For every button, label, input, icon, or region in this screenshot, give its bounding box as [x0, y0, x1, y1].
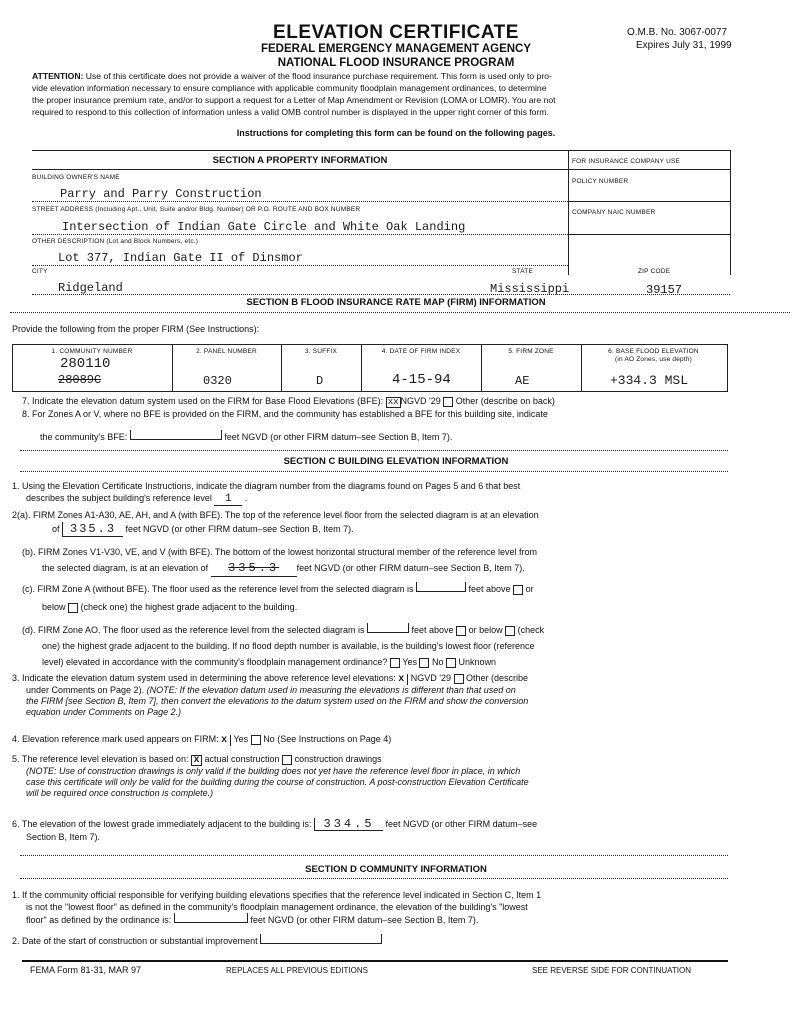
- section-a-top-rule: [32, 150, 730, 151]
- lowest-floor-elevation-field[interactable]: [174, 913, 248, 923]
- datum-ngvd-checkbox[interactable]: x: [398, 674, 408, 685]
- c-item-6-text: 6. The elevation of the lowest grade immediately adjacent to the building is:: [12, 819, 312, 829]
- section-a-right-border: [730, 150, 731, 275]
- d-item-2-text: 2. Date of the start of construction or substantial improvement: [12, 936, 258, 946]
- c-item-2d-above: feet above: [411, 625, 454, 635]
- policy-rule: [568, 201, 730, 202]
- c-item-5-text: 5. The reference level elevation is based on:: [12, 754, 189, 764]
- footer-rule: [22, 960, 728, 962]
- c-item-3-note-1: (NOTE: If the elevation datum used in measuring the elevations is different than that used on: [146, 685, 516, 695]
- naic-rule: [568, 234, 730, 235]
- other-datum-label: Other (describe on back): [455, 396, 555, 406]
- c-item-3: [12, 673, 528, 718]
- reference-mark-yes-label: Yes: [233, 734, 249, 744]
- c-item-2c: [22, 580, 534, 616]
- actual-construction-checkbox[interactable]: x: [191, 755, 202, 766]
- ordinance-no-label: No: [432, 657, 444, 667]
- panel-number-label: 2. PANEL NUMBER: [196, 348, 257, 355]
- c-item-5-note-2: case this certificate will only be valid for the building during the course of construction. A post-construction Elevation Certificate: [26, 777, 529, 787]
- c-item-2a: [12, 508, 539, 537]
- attention-label: ATTENTION:: [32, 71, 84, 81]
- c-item-3-note-2: the FIRM [see Section B, Item 7], then convert the elevations to the datum system used on the FIRM and show the conversion: [26, 696, 529, 706]
- c-item-2d-check: (check: [517, 625, 545, 635]
- owner-label: BUILDING OWNER'S NAME: [32, 174, 120, 181]
- insurer-title: FOR INSURANCE COMPANY USE: [572, 158, 681, 165]
- street-rule: [32, 234, 568, 235]
- section-c-title: SECTION C BUILDING ELEVATION INFORMATION: [283, 456, 509, 467]
- zip-label: ZIP CODE: [638, 268, 671, 275]
- c-item-2d-or-below: or below: [468, 625, 503, 635]
- bfe-value[interactable]: +334.3 MSL: [610, 373, 689, 388]
- item-7: [22, 396, 555, 408]
- c-item-2c-or: or: [525, 584, 534, 594]
- section-d-title: SECTION D COMMUNITY INFORMATION: [305, 864, 487, 875]
- lowest-grade-elevation-field[interactable]: 334.5: [314, 818, 383, 831]
- c-item-6-line-2: Section B, Item 7).: [26, 832, 101, 842]
- ordinance-yes-label: Yes: [402, 657, 417, 667]
- omb-number: O.M.B. No. 3067-0077: [627, 27, 728, 38]
- c-item-2a-of: of: [52, 524, 60, 534]
- zone-a-feet-field[interactable]: [416, 582, 466, 592]
- c-item-4-note: (See Instructions on Page 4): [277, 734, 392, 744]
- reference-mark-yes-checkbox[interactable]: x: [221, 735, 231, 746]
- section-c-bottom-rule: [20, 855, 728, 856]
- firm-date-value[interactable]: 4-15-94: [392, 372, 451, 388]
- c-item-3-note-3: equation under Comments on Page 2.): [26, 707, 182, 717]
- item-8-bfe-suffix: feet NGVD (or other FIRM datum–see Section B, Item 7).: [224, 432, 453, 442]
- structural-member-elevation-field[interactable]: 335.3: [211, 560, 297, 577]
- reference-elevation-field[interactable]: 335.3: [62, 522, 123, 537]
- construction-drawings-checkbox[interactable]: [282, 755, 292, 765]
- c-item-2d-line-1: (d). FIRM Zone AO. The floor used as the reference level from the selected diagram is: [22, 625, 365, 635]
- item-8-bfe-label: the community's BFE:: [40, 432, 128, 442]
- firm-zone-value[interactable]: AE: [515, 374, 530, 388]
- community-number-label: 1. COMMUNITY NUMBER: [51, 348, 133, 355]
- reference-mark-no-label: No: [263, 734, 275, 744]
- city-field[interactable]: Ridgeland: [58, 281, 123, 295]
- street-label: STREET ADDRESS (Including Apt., Unit, Suite and/or Bldg. Number) OR P.O. ROUTE AND BOX NUMBER: [32, 206, 361, 213]
- c-item-2c-line-1: (c). FIRM Zone A (without BFE). The floor used as the reference level from the selected diagram is: [22, 584, 414, 594]
- c-item-3-line-2: under Comments on Page 2).: [26, 685, 145, 695]
- ordinance-no-checkbox[interactable]: [419, 658, 429, 668]
- zone-ao-below-checkbox[interactable]: [505, 626, 515, 636]
- ordinance-unknown-label: Unknown: [458, 657, 497, 667]
- suffix-label: 3. SUFFIX: [304, 348, 338, 355]
- attention-line-3: the proper insurance premium rate, and/or to support a request for a Letter of Map Amendment or Revision (LOMA or LOMR). You are not: [32, 95, 556, 105]
- item-8: 8. For Zones A or V, where no BFE is provided on the FIRM, and the community has established a BFE for this building site, indicate: [22, 409, 548, 419]
- bfe-sublabel: (in AO Zones, use depth): [614, 356, 693, 363]
- c-item-5-note-3: will be required once construction is complete.): [26, 788, 214, 798]
- zone-ao-above-checkbox[interactable]: [456, 626, 466, 636]
- c-item-3-line-1: 3. Indicate the elevation datum system used in determining the above reference level elevations:: [12, 673, 396, 683]
- bfe-label: 6. BASE FLOOD ELEVATION: [608, 348, 699, 355]
- community-number-old[interactable]: 28089C: [58, 373, 102, 387]
- city-label: CITY: [32, 268, 48, 275]
- attention-line-2: vide elevation information necessary to ensure compliance with applicable community floodplain management ordinances, to determine: [32, 83, 547, 93]
- item-8-bfe: [40, 430, 452, 442]
- c-item-1-line-2: describes the subject building's reference level: [26, 493, 212, 503]
- c-item-2d-line-3: level) elevated in accordance with the community's floodplain management ordinance?: [42, 657, 388, 667]
- datum-other-label: Other (describe: [466, 673, 529, 683]
- instructions-note: Instructions for completing this form can be found on the following pages.: [236, 128, 556, 138]
- c-item-4: [12, 734, 391, 746]
- construction-start-date-field[interactable]: [260, 934, 382, 944]
- datum-ngvd-label: NGVD '29: [410, 673, 451, 683]
- zip-field[interactable]: 39157: [646, 283, 683, 297]
- d-item-1: [12, 889, 541, 926]
- city-rule: [32, 294, 730, 295]
- program-name: NATIONAL FLOOD INSURANCE PROGRAM: [277, 57, 515, 69]
- c-item-2c-above: feet above: [468, 584, 511, 594]
- firm-zone-label: 5. FIRM ZONE: [508, 348, 554, 355]
- policy-label: POLICY NUMBER: [572, 178, 629, 185]
- d-item-1-line-1: 1. If the community official responsible for verifying building elevations specifies that the reference level indicated in Section C, Item 1: [12, 890, 542, 900]
- replaces-note: REPLACES ALL PREVIOUS EDITIONS: [226, 966, 368, 975]
- d-item-1-line-2: is not the "lowest floor" as defined in the community's floodplain management ordinance, the elevation of the building's "lowest: [26, 902, 528, 912]
- c-item-2d: [22, 622, 544, 670]
- c-item-1: 1. Using the Elevation Certificate Instructions, indicate the diagram number from the diagrams found on Pages 5 and 6 that best describes the subject building's reference level 1 .: [12, 481, 521, 505]
- other-datum-checkbox[interactable]: [443, 397, 453, 407]
- c-item-5-note-1: (NOTE: Use of construction drawings is only valid if the building does not yet have the reference level floor in place, in which: [26, 766, 521, 776]
- ordinance-yes-checkbox[interactable]: [390, 658, 400, 668]
- d-item-1-line-3: floor" as defined by the ordinance is:: [26, 915, 172, 925]
- owner-rule: [32, 201, 568, 202]
- section-a-title: SECTION A PROPERTY INFORMATION: [212, 155, 388, 166]
- c-item-2b-line-3: feet NGVD (or other FIRM datum–see Section B, Item 7).: [296, 563, 525, 573]
- d-item-2: [12, 934, 382, 946]
- d-item-1-suffix: feet NGVD (or other FIRM datum–see Section B, Item 7).: [250, 915, 479, 925]
- community-number-new[interactable]: 280110: [60, 356, 111, 372]
- item-7-text: 7. Indicate the elevation datum system used on the FIRM for Base Flood Elevations (BFE):: [22, 396, 384, 406]
- c-item-2a-line-2: feet NGVD (or other FIRM datum–see Section B, Item 7).: [125, 524, 354, 534]
- ngvd-label: NGVD '29: [400, 396, 441, 406]
- section-b-bottom-rule: [20, 450, 728, 451]
- agency-name: FEDERAL EMERGENCY MANAGEMENT AGENCY: [260, 43, 532, 55]
- section-b-title: SECTION B FLOOD INSURANCE RATE MAP (FIRM) INFORMATION: [246, 297, 546, 308]
- section-b-rule: [10, 312, 790, 313]
- panel-number-value[interactable]: 0320: [203, 374, 232, 388]
- naic-label: COMPANY NAIC NUMBER: [572, 209, 656, 216]
- c-item-2b-line-1: (b). FIRM Zones V1-V30, VE, and V (with BFE). The bottom of the lowest horizontal structural member of the reference level from: [22, 547, 538, 557]
- attention-notice: [32, 70, 762, 118]
- street-field[interactable]: Intersection of Indian Gate Circle and White Oak Landing: [62, 220, 466, 234]
- c-item-6: [12, 818, 537, 843]
- attention-line-1: Use of this certificate does not provide a waiver of the flood insurance purchase requirement. This form is used only to pro-: [85, 71, 552, 81]
- ngvd-checkbox[interactable]: xx: [387, 397, 399, 407]
- c-item-2b-line-2: the selected diagram, is at an elevation of: [42, 563, 209, 573]
- expiration-date: Expires July 31, 1999: [636, 40, 732, 51]
- attention-line-4: required to respond to this collection of information unless a valid OMB control number is displayed in the upper right corner of this form.: [32, 107, 549, 117]
- form-number: FEMA Form 81-31, MAR 97: [30, 965, 142, 975]
- c-item-1-line-1: 1. Using the Elevation Certificate Instructions, indicate the diagram number from the diagrams found on Pages 5 and 6 that best: [12, 481, 521, 491]
- firm-date-label: 4. DATE OF FIRM INDEX: [381, 348, 461, 355]
- state-label: STATE: [512, 268, 533, 275]
- c-item-6-suffix: feet NGVD (or other FIRM datum–see: [385, 819, 538, 829]
- actual-construction-label: actual construction: [204, 754, 280, 764]
- other-rule: [32, 265, 568, 266]
- c-item-2d-line-2: one) the highest grade adjacent to the building. If no flood depth number is available, is the building's lowest floor (reference: [42, 641, 535, 651]
- section-a-title-rule: [32, 169, 730, 170]
- c-item-2c-line-2: (check one) the highest grade adjacent to the building.: [80, 602, 298, 612]
- ordinance-unknown-checkbox[interactable]: [446, 658, 456, 668]
- c-item-2b: [22, 544, 537, 577]
- diagram-number-field[interactable]: 1: [214, 493, 242, 506]
- zone-ao-feet-field[interactable]: [367, 623, 409, 633]
- continuation-note: SEE REVERSE SIDE FOR CONTINUATION: [532, 966, 691, 975]
- c-item-2a-line-1: 2(a). FIRM Zones A1-A30, AE, AH, and A (with BFE). The top of the reference level floor from the selected diagram is at an elevation: [12, 510, 539, 520]
- form-title: ELEVATION CERTIFICATE: [273, 22, 519, 43]
- section-c-rule: [20, 471, 728, 472]
- zone-a-above-checkbox[interactable]: [513, 585, 523, 595]
- reference-mark-no-checkbox[interactable]: [251, 735, 261, 745]
- section-d-rule: [20, 878, 728, 879]
- state-field[interactable]: Mississippi: [490, 282, 570, 296]
- suffix-value[interactable]: D: [316, 374, 324, 388]
- other-description-label: OTHER DESCRIPTION (Lot and Block Numbers, etc.): [32, 238, 199, 245]
- c-item-5: [12, 754, 529, 799]
- owner-field[interactable]: Parry and Parry Construction: [60, 187, 262, 201]
- datum-other-checkbox[interactable]: [454, 674, 464, 684]
- section-b-intro: Provide the following from the proper FIRM (See Instructions):: [12, 324, 260, 334]
- zone-a-below-checkbox[interactable]: [68, 603, 78, 613]
- c-item-4-text: 4. Elevation reference mark used appears on FIRM:: [12, 734, 219, 744]
- c-item-2c-below: below: [42, 602, 66, 612]
- other-description-field[interactable]: Lot 377, Indian Gate II of Dinsmor: [58, 251, 303, 265]
- construction-drawings-label: construction drawings: [294, 754, 382, 764]
- community-bfe-field[interactable]: [130, 430, 222, 440]
